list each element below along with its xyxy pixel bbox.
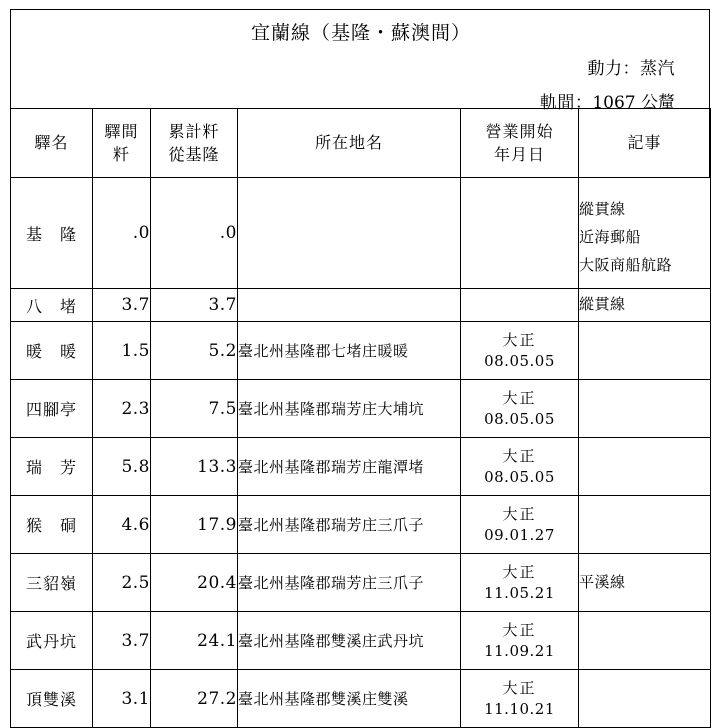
column-header-cumulative-line1: 累計粁	[168, 121, 220, 141]
cell-remarks	[579, 322, 711, 380]
cell-cumulative: 13.3	[151, 438, 238, 496]
column-header-opening-line2: 年月日	[493, 145, 545, 164]
opening-era: 大正	[502, 505, 537, 524]
table-row	[11, 438, 711, 496]
opening-ymd: 08.05.05	[484, 409, 555, 428]
table-row	[11, 612, 711, 670]
cell-place: 臺北州基隆郡瑞芳庄三爪子	[238, 554, 461, 612]
cell-place: 臺北州基隆郡七堵庄暖暖	[238, 322, 461, 380]
cell-remarks	[579, 554, 711, 612]
column-header-opening	[461, 109, 579, 178]
opening-ymd: 08.05.05	[484, 467, 555, 486]
cell-remarks	[579, 289, 711, 322]
opening-era: 大正	[502, 621, 537, 640]
cell-cumulative: 17.9	[151, 496, 238, 554]
table-row	[11, 289, 711, 322]
header-row	[11, 109, 711, 178]
meta-gauge-label: 軌間：	[539, 93, 593, 113]
table-header	[11, 109, 711, 178]
cell-distance: .0	[93, 178, 151, 289]
table-row	[11, 496, 711, 554]
cell-remarks	[579, 670, 711, 728]
column-header-place-line1: 所在地名	[314, 133, 383, 153]
cell-distance: 4.6	[93, 496, 151, 554]
cell-opening-date	[461, 178, 579, 289]
cell-opening-date	[461, 496, 579, 554]
opening-ymd: 11.05.21	[484, 583, 555, 602]
column-header-opening-line1: 營業開始	[485, 121, 554, 141]
remark-line: 平溪線	[579, 572, 626, 591]
table-row	[11, 670, 711, 728]
opening-ymd: 11.09.21	[484, 641, 555, 660]
cell-opening-date	[461, 438, 579, 496]
table-body	[11, 178, 711, 728]
cell-cumulative: 7.5	[151, 380, 238, 438]
cell-distance: 3.1	[93, 670, 151, 728]
column-header-station	[11, 109, 93, 178]
opening-ymd: 09.01.27	[484, 525, 555, 544]
cell-opening-date	[461, 554, 579, 612]
cell-place: 臺北州基隆郡瑞芳庄龍潭堵	[238, 438, 461, 496]
cell-distance: 1.5	[93, 322, 151, 380]
cell-distance: 2.3	[93, 380, 151, 438]
cell-place: 臺北州基隆郡雙溪庄雙溪	[238, 670, 461, 728]
cell-station: 八 堵	[11, 289, 93, 322]
remark-line: 近海郵船	[579, 228, 642, 247]
cell-station: 暖 暖	[11, 322, 93, 380]
remark-line: 大阪商船航路	[579, 255, 673, 274]
cell-remarks	[579, 496, 711, 554]
opening-era: 大正	[502, 389, 537, 408]
page-title: 宜蘭線（基隆・蘇澳間）	[250, 22, 471, 44]
cell-distance: 3.7	[93, 612, 151, 670]
cell-cumulative: .0	[151, 178, 238, 289]
meta-gauge-value: 1067 公釐	[592, 93, 675, 113]
cell-distance: 2.5	[93, 554, 151, 612]
cell-distance: 5.8	[93, 438, 151, 496]
cell-cumulative: 20.4	[151, 554, 238, 612]
table-row	[11, 322, 711, 380]
opening-era: 大正	[502, 679, 537, 698]
column-header-remarks-line1: 記事	[627, 133, 662, 153]
cell-opening-date	[461, 670, 579, 728]
cell-station: 三貂嶺	[11, 554, 93, 612]
column-header-distance	[93, 109, 151, 178]
table-row	[11, 380, 711, 438]
cell-opening-date	[461, 289, 579, 322]
cell-opening-date	[461, 612, 579, 670]
cell-station: 頂雙溪	[11, 670, 93, 728]
column-header-remarks	[579, 109, 711, 178]
cell-distance: 3.7	[93, 289, 151, 322]
cell-place: 臺北州基隆郡瑞芳庄大埔坑	[238, 380, 461, 438]
column-header-place	[238, 109, 461, 178]
cell-place	[238, 178, 461, 289]
cell-opening-date	[461, 380, 579, 438]
cell-place: 臺北州基隆郡雙溪庄武丹坑	[238, 612, 461, 670]
cell-cumulative: 24.1	[151, 612, 238, 670]
opening-ymd: 11.10.21	[484, 699, 555, 718]
remark-line: 縱貫線	[579, 295, 626, 314]
cell-remarks	[579, 612, 711, 670]
cell-place	[238, 289, 461, 322]
cell-station: 武丹坑	[11, 612, 93, 670]
table-row	[11, 178, 711, 289]
opening-era: 大正	[502, 331, 537, 350]
column-header-distance-line1: 驛間	[104, 121, 139, 141]
meta-power: 動力：蒸汽	[587, 59, 675, 79]
cell-cumulative: 3.7	[151, 289, 238, 322]
cell-station: 四腳亭	[11, 380, 93, 438]
column-header-cumulative	[151, 109, 238, 178]
opening-era: 大正	[502, 563, 537, 582]
cell-remarks	[579, 178, 711, 289]
cell-station: 猴 硐	[11, 496, 93, 554]
cell-station: 瑞 芳	[11, 438, 93, 496]
remark-line: 縱貫線	[579, 200, 626, 219]
column-header-cumulative-line2: 從基隆	[168, 145, 220, 164]
railway-station-table	[10, 108, 711, 728]
opening-ymd: 08.05.05	[484, 351, 555, 370]
column-header-station-line1: 驛名	[34, 133, 69, 153]
column-header-distance-line2: 粁	[112, 145, 130, 164]
cell-opening-date	[461, 322, 579, 380]
cell-cumulative: 5.2	[151, 322, 238, 380]
cell-station: 基 隆	[11, 178, 93, 289]
cell-cumulative: 27.2	[151, 670, 238, 728]
opening-era: 大正	[502, 447, 537, 466]
cell-remarks	[579, 438, 711, 496]
cell-remarks	[579, 380, 711, 438]
cell-place: 臺北州基隆郡瑞芳庄三爪子	[238, 496, 461, 554]
table-row	[11, 554, 711, 612]
